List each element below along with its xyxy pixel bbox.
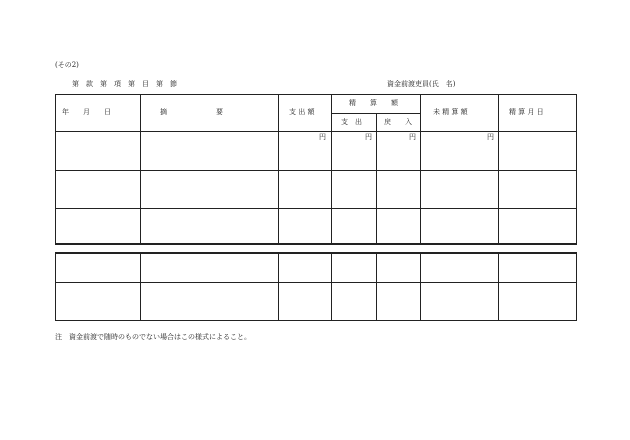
col-divider	[376, 113, 377, 244]
unit-yen: 円	[409, 133, 416, 141]
col-divider	[140, 94, 141, 244]
header-settle-date: 精 算 月 日	[509, 108, 544, 116]
table-border-left	[55, 253, 56, 321]
col-divider	[420, 94, 421, 244]
header-settlement: 精 算 額	[349, 99, 398, 107]
subheader-divider	[331, 113, 421, 114]
break-line-upper	[55, 243, 577, 245]
col-divider	[331, 253, 332, 321]
row-divider	[55, 282, 577, 283]
col-divider	[498, 253, 499, 321]
footnote: 注 資金前渡で随時のものでない場合はこの様式によること。	[55, 333, 251, 341]
col-divider	[420, 253, 421, 321]
table-border-left	[55, 94, 56, 244]
subheader-return: 戻 入	[384, 118, 412, 126]
col-divider	[278, 253, 279, 321]
header-payment: 支 出 額	[289, 108, 315, 116]
unit-yen: 円	[319, 133, 326, 141]
table-border-right	[576, 253, 577, 321]
header-bottom-line	[55, 131, 577, 132]
row-divider	[55, 170, 577, 171]
unit-yen: 円	[365, 133, 372, 141]
header-summary: 摘 要	[160, 108, 223, 116]
subheader-payment: 支 出	[341, 118, 362, 126]
col-divider	[140, 253, 141, 321]
col-divider	[376, 253, 377, 321]
account-classification-line: 第 款 第 項 第 目 第 節	[72, 80, 177, 88]
table-border-bottom	[55, 320, 577, 321]
advance-officer-label: 資金前渡吏員(氏 名)	[387, 80, 456, 88]
col-divider	[278, 94, 279, 244]
col-divider	[498, 94, 499, 244]
header-date: 年 月 日	[62, 108, 111, 116]
unit-yen: 円	[487, 133, 494, 141]
table-border-right	[576, 94, 577, 244]
row-divider	[55, 208, 577, 209]
header-unsettled: 未 精 算 額	[433, 108, 468, 116]
form-sequence: (その2)	[55, 61, 79, 69]
col-divider	[331, 94, 332, 244]
